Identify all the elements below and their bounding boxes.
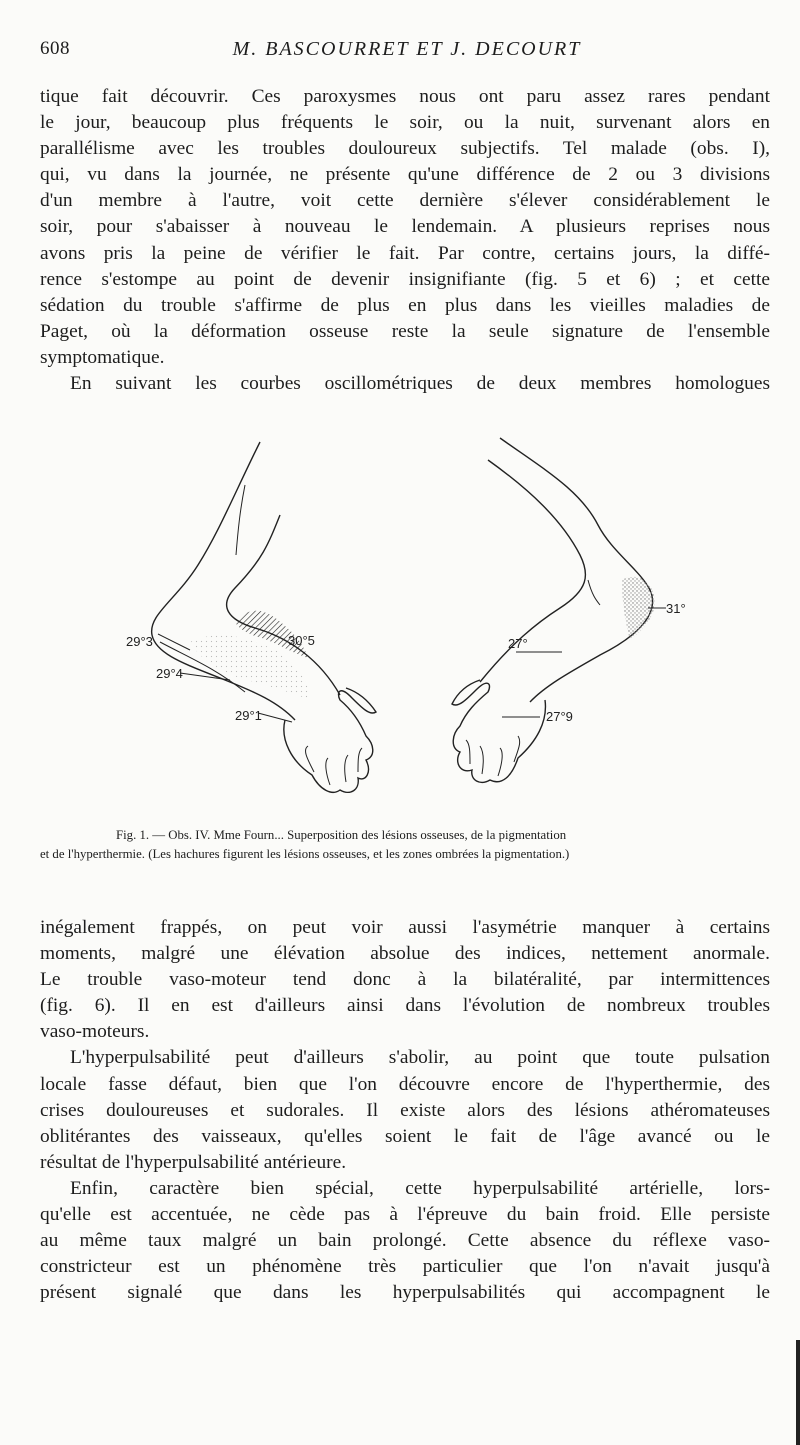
label-left-elbow: 29°3 (126, 634, 153, 649)
right-hand-fingers (466, 736, 520, 776)
page-number: 608 (40, 38, 70, 59)
figure-arms (40, 430, 770, 810)
right-arm-inner-outline (480, 460, 585, 682)
caption-line: et de l'hyperthermie. (Les hachures figurent les lésions osseuses, et les zones ombrées la pigmentation.) (40, 847, 570, 861)
text-line: qui, vu dans la journée, ne présente qu'une différence de 2 ou 3 divisions (40, 164, 770, 186)
right-hand-outline (452, 680, 545, 782)
text-line: avons pris la peine de vérifier le fait. Par contre, certains jours, la diffé- (40, 242, 770, 264)
text-line: Enfin, caractère bien spécial, cette hyperpulsabilité artérielle, lors- (70, 1177, 770, 1199)
text-line: soir, pour s'abaisser à nouveau le lendemain. A plusieurs reprises nous (40, 216, 770, 238)
label-right-shaded: 31° (666, 601, 686, 616)
text-line: symptomatique. (40, 346, 165, 368)
right-arm (452, 438, 653, 782)
text-line: présent signalé que dans les hyperpulsabilités qui accompagnent le (40, 1282, 770, 1304)
left-arm-upper-line (236, 485, 245, 555)
paragraph-3 (40, 915, 770, 1045)
text-line: qu'elle est accentuée, ne cède pas à l'épreuve du bain froid. Elle persiste (40, 1204, 770, 1226)
arms-illustration (40, 430, 770, 810)
running-head: M. BASCOURRET ET J. DECOURT (232, 38, 582, 60)
text-line: au même taux malgré un bain prolongé. Cette absence du réflexe vaso- (40, 1230, 770, 1252)
label-left-forearm: 29°4 (156, 666, 183, 681)
paragraph-1 (40, 84, 770, 371)
text-line: le jour, beaucoup plus fréquents le soir, ou la nuit, survenant alors en (40, 112, 770, 134)
text-line: (fig. 6). Il en est d'ailleurs ainsi dans l'évolution de nombreux troubles (40, 995, 770, 1017)
page-header (40, 38, 774, 66)
paragraph-4 (40, 1045, 770, 1175)
text-line: locale fasse défaut, bien que l'on découvre encore de l'hyperthermie, des (40, 1073, 770, 1095)
text-line: constricteur est un phénomène très particulier que l'on n'avait jusqu'à (40, 1256, 770, 1278)
text-line: oblitérantes des vaisseaux, qu'elles soient le fait de l'âge avancé ou le (40, 1125, 770, 1147)
text-line: parallélisme avec les troubles douloureux subjectifs. Tel malade (obs. I), (40, 138, 770, 160)
left-hand-outline (284, 688, 376, 792)
paragraph-5 (40, 1176, 770, 1306)
text-line: moments, malgré une élévation absolue des indices, nettement anormale. (40, 943, 770, 965)
text-block-top (40, 84, 770, 397)
text-line: L'hyperpulsabilité peut d'ailleurs s'abolir, au point que toute pulsation (70, 1047, 770, 1069)
text-line: Le trouble vaso-moteur tend donc à la bilatéralité, par intermittences (40, 969, 770, 991)
scan-edge-shadow (796, 1340, 800, 1445)
text-line: En suivant les courbes oscillométriques de deux membres homologues (70, 373, 770, 395)
text-line: rence s'estompe au point de devenir insignifiante (fig. 5 et 6) ; et cette (40, 268, 770, 290)
label-left-hatched: 30°5 (288, 633, 315, 648)
text-block-bottom (40, 915, 770, 1306)
text-line: sédation du trouble s'affirme de plus en plus dans les vieilles maladies de (40, 294, 770, 316)
label-right-elbow: 27° (508, 636, 528, 651)
figure-caption (40, 826, 780, 864)
right-arm-upper-line (588, 580, 600, 605)
paragraph-2 (40, 371, 770, 397)
text-line: vaso-moteurs. (40, 1021, 150, 1043)
label-left-wrist: 29°1 (235, 708, 262, 723)
text-line: tique fait découvrir. Ces paroxysmes nous ont paru assez rares pendant (40, 86, 770, 107)
right-arm-upper-outline (500, 438, 653, 702)
caption-line: Fig. 1. — Obs. IV. Mme Fourn... Superposition des lésions osseuses, de la pigmentation (116, 828, 567, 842)
text-line: crises douloureuses et sudorales. Il existe alors des lésions athéromateuses (40, 1099, 770, 1121)
text-line: résultat de l'hyperpulsabilité antérieure. (40, 1151, 347, 1173)
text-line: inégalement frappés, on peut voir aussi l'asymétrie manquer à certains (40, 917, 770, 938)
text-line: Paget, où la déformation osseuse reste la seule signature de l'ensemble (40, 320, 770, 342)
text-line: d'un membre à l'autre, voit cette dernière s'élever considérablement le (40, 190, 770, 212)
label-right-wrist: 27°9 (546, 709, 573, 724)
